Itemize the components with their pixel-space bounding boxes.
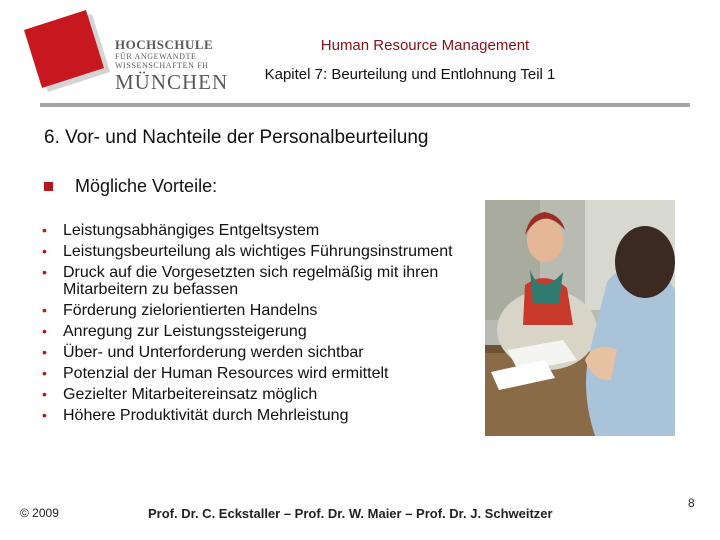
bullet-text: Gezielter Mitarbeitereinsatz möglich bbox=[63, 386, 318, 403]
list-item bbox=[38, 264, 458, 298]
list-item bbox=[38, 323, 458, 340]
logo-line-2: FÜR ANGEWANDTE bbox=[115, 52, 197, 61]
logo-line-3: WISSENSCHAFTEN FH bbox=[115, 61, 209, 70]
bullet-dot-icon: • bbox=[42, 243, 47, 259]
bullet-dot-icon: • bbox=[42, 302, 47, 318]
bullet-text: Potenzial der Human Resources wird ermittelt bbox=[63, 365, 389, 382]
bullet-dot-icon: • bbox=[42, 264, 47, 280]
bullet-dot-icon: • bbox=[42, 323, 47, 339]
page-number: 8 bbox=[688, 496, 695, 510]
bullet-dot-icon: • bbox=[42, 365, 47, 381]
logo-line-1: HOCHSCHULE bbox=[115, 37, 214, 52]
bullet-dot-icon: • bbox=[42, 344, 47, 360]
bullet-dot-icon: • bbox=[42, 407, 47, 423]
university-logo bbox=[8, 10, 229, 100]
bullet-text: Anregung zur Leistungssteigerung bbox=[63, 323, 307, 340]
bullet-dot-icon: • bbox=[42, 386, 47, 402]
footer-authors: Prof. Dr. C. Eckstaller – Prof. Dr. W. Maier – Prof. Dr. J. Schweitzer bbox=[148, 506, 553, 521]
bullet-dot-icon: • bbox=[42, 222, 47, 238]
square-bullet-icon bbox=[44, 182, 53, 191]
list-item bbox=[38, 243, 458, 260]
bullet-text: Leistungsbeurteilung als wichtiges Führungsinstrument bbox=[63, 243, 453, 260]
bullet-text: Über- und Unterforderung werden sichtbar bbox=[63, 344, 364, 361]
slide-title: 6. Vor- und Nachteile der Personalbeurteilung bbox=[44, 127, 429, 148]
meeting-photo bbox=[485, 200, 675, 436]
header-divider bbox=[40, 103, 690, 107]
bullet-text: Förderung zielorientierten Handelns bbox=[63, 302, 318, 319]
list-item bbox=[38, 344, 458, 361]
bullet-text: Leistungsabhängiges Entgeltsystem bbox=[63, 222, 320, 239]
bullet-text: Höhere Produktivität durch Mehrleistung bbox=[63, 407, 349, 424]
list-item bbox=[38, 302, 458, 319]
logo-line-4: MÜNCHEN bbox=[115, 70, 229, 94]
bullet-list bbox=[38, 222, 458, 428]
bullet-text: Druck auf die Vorgesetzten sich regelmäßig mit ihren Mitarbeitern zu befassen bbox=[63, 264, 439, 298]
list-item bbox=[38, 365, 458, 382]
header-subtitle: Kapitel 7: Beurteilung und Entlohnung Teil 1 bbox=[264, 66, 556, 83]
list-item bbox=[38, 407, 458, 424]
section-label: Mögliche Vorteile: bbox=[75, 176, 218, 196]
logo-wordmark bbox=[115, 38, 228, 93]
copyright: © 2009 bbox=[20, 506, 59, 520]
list-item bbox=[38, 222, 458, 239]
logo-red-square-icon bbox=[8, 10, 118, 100]
list-item bbox=[38, 386, 458, 403]
header-title: Human Resource Management bbox=[320, 37, 530, 54]
